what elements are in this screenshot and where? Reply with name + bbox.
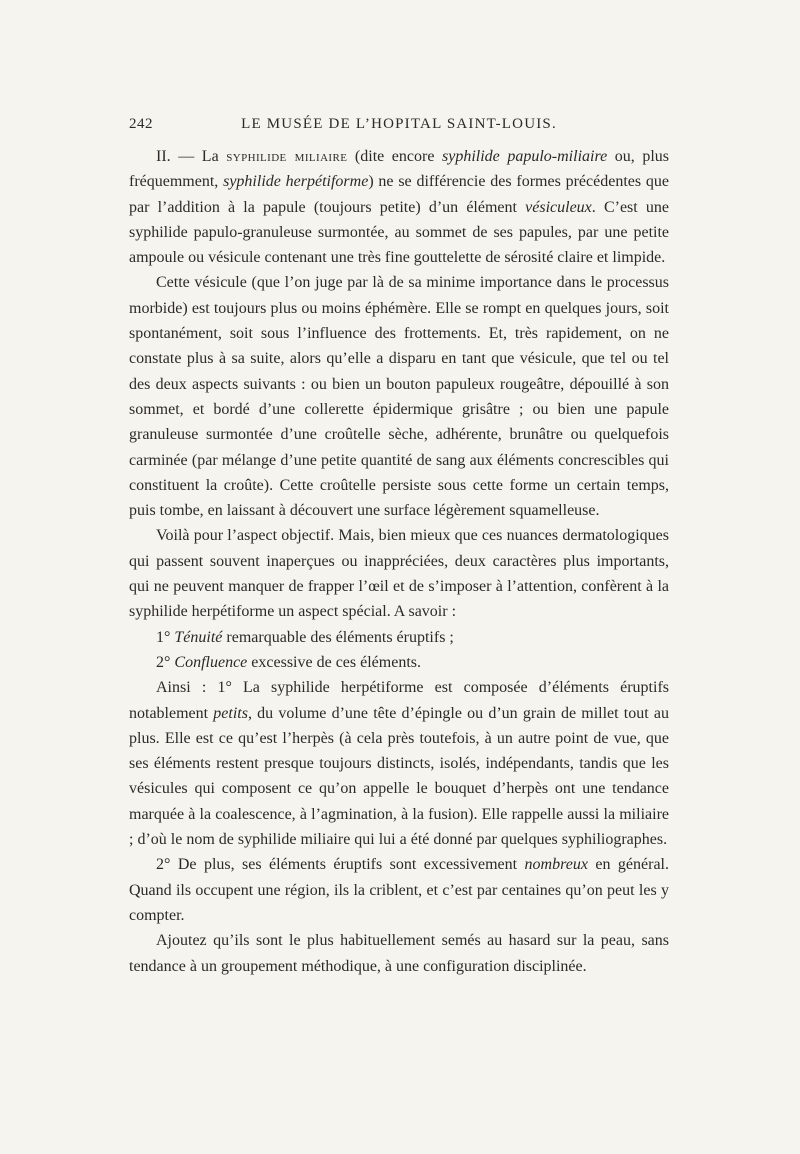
paragraph-6 xyxy=(129,675,669,852)
paragraph-7 xyxy=(129,852,669,928)
term-small-caps: syphilide miliaire xyxy=(226,148,348,165)
paragraph-5 xyxy=(129,650,669,675)
text-run: excessive de ces éléments. xyxy=(247,653,421,671)
text-run: ou, plus fréquemment, xyxy=(129,148,670,191)
text-run: remarquable des éléments éruptifs ; xyxy=(222,628,454,646)
term-italic: syphilide herpétiforme xyxy=(223,173,369,191)
text-run: . C’est une syphilide papulo-granuleuse surmontée, au sommet de ses papules, par une petite ampoule ou vésicule contenant une très fine gouttelette de sérosité claire et limpide. xyxy=(129,198,670,267)
paragraph-1 xyxy=(129,144,669,270)
text-run: ) ne se différencie des formes précédentes que par l’addition à la papule (toujours petite) d’un élément xyxy=(129,173,669,216)
text-run: (dite encore xyxy=(347,148,443,165)
running-title: LE MUSÉE DE L’HOPITAL SAINT-LOUIS. xyxy=(241,116,557,132)
paragraph-4 xyxy=(129,625,669,650)
term-italic: nombreux xyxy=(524,856,588,874)
term-italic: Ténuité xyxy=(174,628,223,646)
text-run: II. — La xyxy=(156,148,227,165)
text-run: 2° xyxy=(156,653,175,671)
body-text xyxy=(129,144,669,979)
page-number: 242 xyxy=(129,116,153,132)
text-run: en général. Quand ils occupent une région, ils la criblent, et c’est par centaines qu’on peut les y compter. xyxy=(129,856,669,924)
text-run: Ainsi : 1° La syphilide herpétiforme est composée d’éléments éruptifs notablement xyxy=(129,679,669,722)
running-header xyxy=(129,116,669,138)
paragraph-8: Ajoutez qu’ils sont le plus habituellement semés au hasard sur la peau, sans tendance à un groupement méthodique, à une configuration disciplinée. xyxy=(129,932,669,975)
paragraph-3: Voilà pour l’aspect objectif. Mais, bien mieux que ces nuances dermatologiques qui passent souvent inaperçues ou inappréciées, deux caractères plus importants, qui ne peuvent manquer de frapper l’œil et de s’imposer à l’attention, confèrent à la syphilide herpétiforme un aspect spécial. A savoir : xyxy=(129,527,669,621)
term-italic: syphilide papulo-miliaire xyxy=(442,148,608,165)
term-italic: petits xyxy=(213,704,248,722)
paragraph-2: Cette vésicule (que l’on juge par là de sa minime importance dans le processus morbide) est toujours plus ou moins éphémère. Elle se rompt en quelques jours, soit spontanément, soit sous l’influence des frottements. Et, très rapidement, on ne constate plus à sa suite, alors qu’elle a disparu en tant que vésicule, que tel ou tel des deux aspects suivants : ou bien un bouton papuleux rougeâtre, dépouillé à son sommet, et bordé d’une collerette épidermique grisâtre ; ou bien une papule granuleuse surmontée d’une croûtelle sèche, adhérente, brunâtre ou quelquefois carminée (par mélange d’une petite quantité de sang aux éléments concrescibles qui constituent la croûte). Cette croûtelle persiste sous cette forme un certain temps, puis tombe, en laissant à découvert une surface légèrement squamelleuse. xyxy=(129,274,669,520)
text-run: 1° xyxy=(156,628,175,646)
text-run: 2° De plus, ses éléments éruptifs sont excessivement xyxy=(156,856,525,874)
text-run: , du volume d’une tête d’épingle ou d’un grain de millet tout au plus. Elle est ce qu’est l’herpès (à cela près toutefois, à un autre point de vue, que ses éléments restent presque toujours distincts, isolés, indépendants, tandis que les vésicules qui composent ce qu’on appelle le bouquet d’herpès ont une tendance marquée à la coalescence, à l’agmination, à la fusion). Elle rappelle aussi la miliaire ; d’où le nom de syphilide miliaire qui lui a été donné par quelques syphiliographes. xyxy=(129,704,669,849)
term-italic: vésiculeux xyxy=(525,198,592,216)
term-italic: Confluence xyxy=(174,653,248,671)
